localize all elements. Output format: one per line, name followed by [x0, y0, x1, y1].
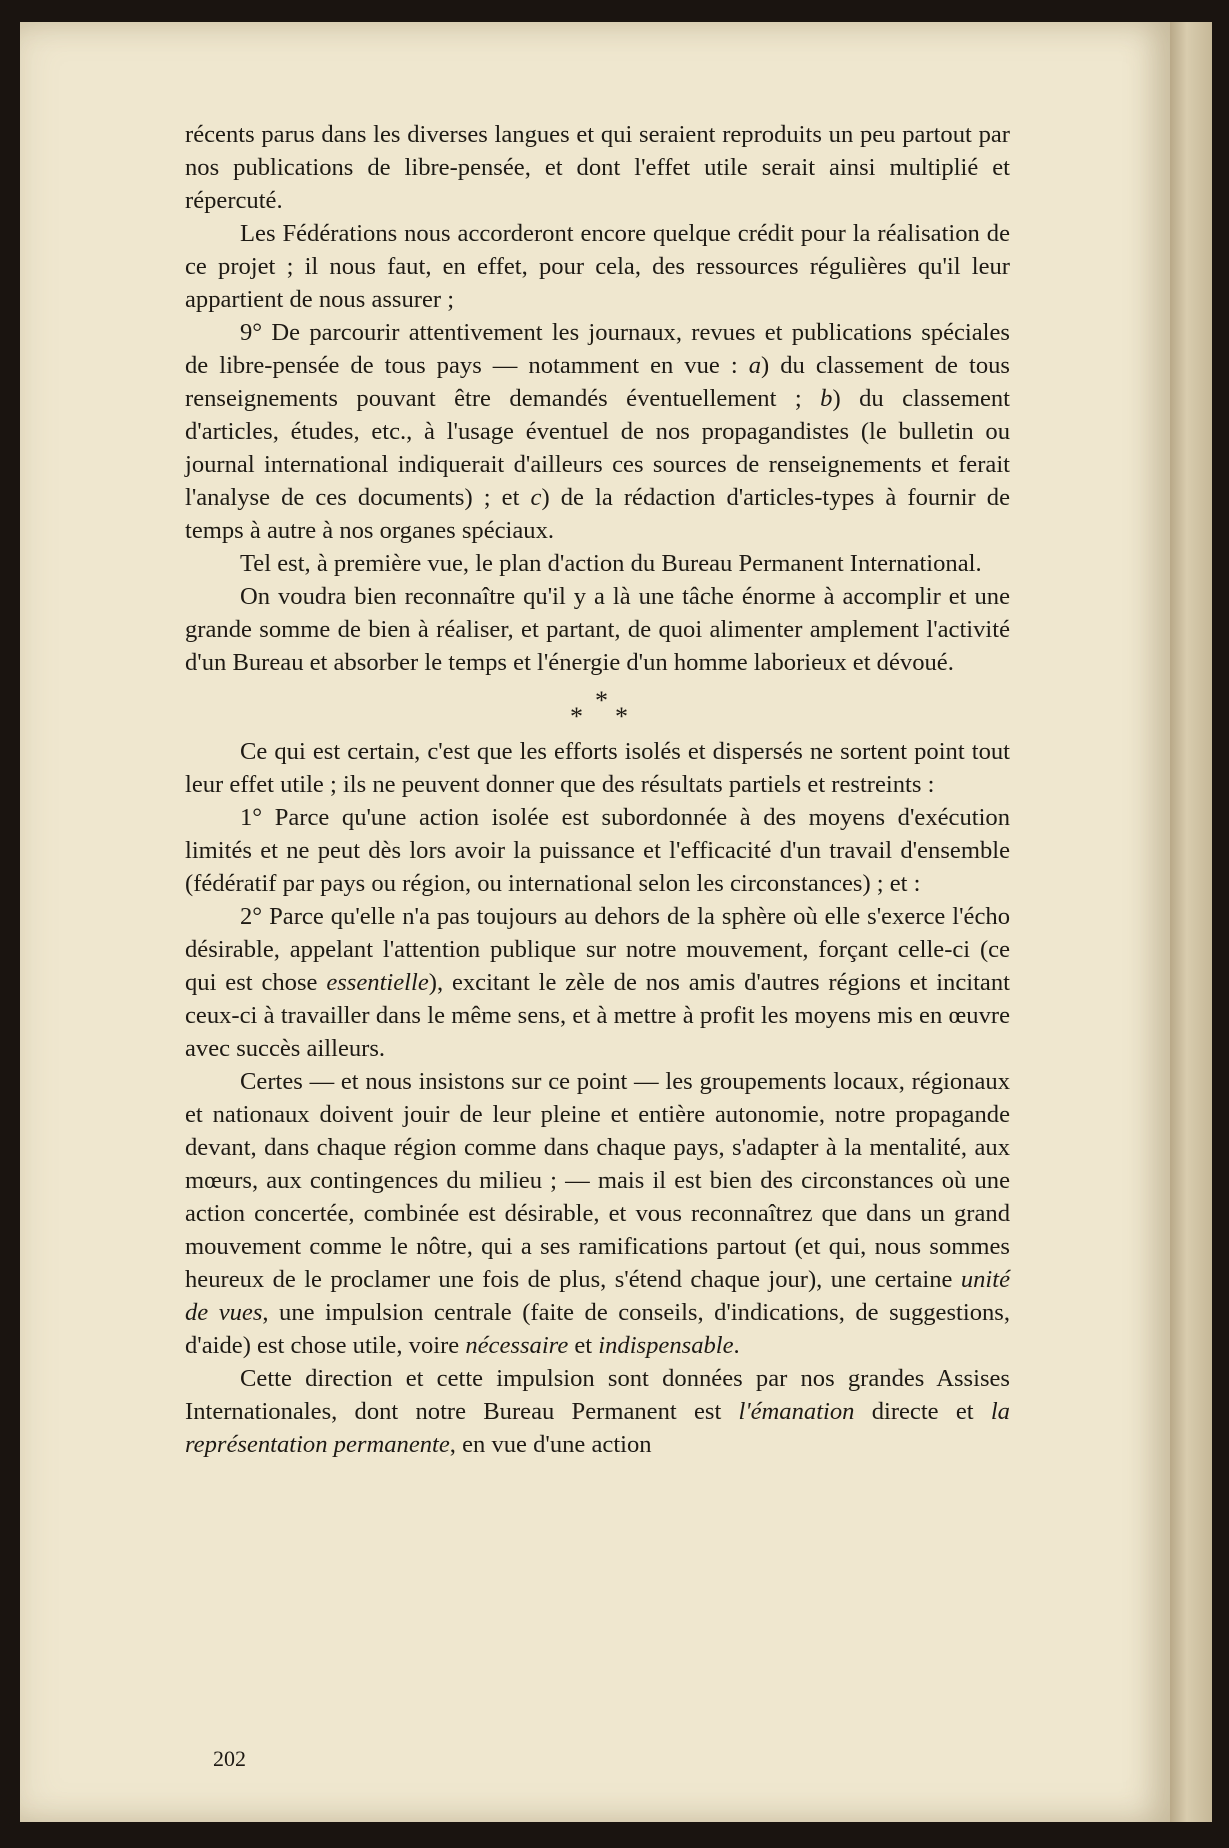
- paragraph-8-part-a: 2° Parce qu'elle n'a pas toujours au dehors de la sphère où elle s'exerce l'écho désirable, appelant l'attention publique sur notre mouvement, forçant celle-ci (ce qui est chose: [185, 903, 1010, 996]
- page-number: 202: [213, 1746, 246, 1771]
- emphasis-essentielle: essentielle: [326, 969, 429, 996]
- body-text: [185, 118, 1010, 1461]
- paragraph-2: Les Fédérations nous accorderont encore quelque crédit pour la réalisation de ce projet ; il nous faut, en effet, pour cela, des ressources régulières qu'il leur appartient de nous assurer ;: [185, 220, 1010, 313]
- paragraph-3-part-c: ) du classement d'articles, études, etc., à l'usage éventuel de nos propagandistes (le bulletin ou journal international indiquerait d'ailleurs ces sources de renseignements et ferait l'analyse de ces documents) ; et: [185, 385, 1011, 511]
- section-separator: [185, 683, 1010, 735]
- separator-star-left: *: [570, 702, 583, 731]
- paragraph-1: récents parus dans les diverses langues et qui seraient reproduits un peu partout par nos publications de libre-pensée, et dont l'effet utile serait ainsi multiplié et répercuté.: [185, 121, 1010, 214]
- paragraph-7: 1° Parce qu'une action isolée est subordonnée à des moyens d'exécution limités et ne peut dès lors avoir la puissance et l'efficacité d'un travail d'ensemble (fédératif par pays ou région, ou international selon les circonstances) ; et :: [185, 804, 1010, 897]
- paragraph-9: [185, 1065, 1010, 1362]
- emphasis-indispensable: indispensable: [598, 1332, 734, 1359]
- paragraph-3-part-a: 9° De parcourir attentivement les journaux, revues et publications spéciales de libre-pensée de tous pays — notamment en vue :: [185, 319, 1010, 379]
- paragraph-10-part-a: Cette direction et cette impulsion sont données par nos grandes Assises Internationales, dont notre Bureau Permanent est: [185, 1365, 1010, 1425]
- paragraph-9-part-a: Certes — et nous insistons sur ce point — les groupements locaux, régionaux et nationaux doivent jouir de leur pleine et entière autonomie, notre propagande devant, dans chaque région comme dans chaque pays, s'adapter à la mentalité, aux mœurs, aux contingences du milieu ; — mais il est bien des circonstances où une action concertée, combinée est désirable, et vous reconnaîtrez que dans un grand mouvement comme le nôtre, qui a ses ramifications partout (et qui, nous sommes heureux de le proclamer une fois de plus, s'étend chaque jour), une certaine: [185, 1068, 1010, 1293]
- separator-star-top: *: [595, 686, 608, 715]
- paragraph-6: Ce qui est certain, c'est que les efforts isolés et dispersés ne sortent point tout leur effet utile ; ils ne peuvent donner que des résultats partiels et restreints :: [185, 738, 1010, 798]
- list-label-a: a: [748, 352, 761, 379]
- emphasis-representation-permanente: la représentation permanente: [185, 1398, 1010, 1458]
- paragraph-5: On voudra bien reconnaître qu'il y a là une tâche énorme à accomplir et une grande somme de bien à réaliser, et partant, de quoi alimenter amplement l'activité d'un Bureau et absorber le temps et l'énergie d'un homme laborieux et dévoué.: [185, 583, 1010, 676]
- paragraph-10-part-b: directe et: [854, 1398, 991, 1425]
- emphasis-unite-de-vues: unité de vues: [185, 1266, 1010, 1326]
- paragraph-3: [185, 316, 1010, 547]
- paragraph-9-part-d: .: [733, 1332, 740, 1359]
- paragraph-8: [185, 900, 1010, 1065]
- page-edge: [1170, 22, 1212, 1822]
- paragraph-9-part-c: et: [568, 1332, 599, 1359]
- paragraph-3-part-b: ) du classement de tous renseignements pouvant être demandés éventuellement ;: [185, 352, 1010, 412]
- paragraph-10-part-c: , en vue d'une action: [449, 1431, 652, 1458]
- emphasis-necessaire: nécessaire: [465, 1332, 569, 1359]
- paragraph-9-part-b: , une impulsion centrale (faite de conseils, d'indications, de suggestions, d'aide) est chose utile, voire: [185, 1299, 1011, 1359]
- paragraph-3-part-d: ) de la rédaction d'articles-types à fournir de temps à autre à nos organes spéciaux.: [185, 484, 1010, 544]
- paragraph-10: [185, 1362, 1010, 1461]
- list-label-c: c: [530, 484, 542, 511]
- paragraph-4: Tel est, à première vue, le plan d'action du Bureau Permanent International.: [240, 550, 982, 577]
- emphasis-emanation: l'émanation: [738, 1398, 855, 1425]
- separator-star-right: *: [615, 702, 628, 731]
- list-label-b: b: [820, 385, 833, 412]
- paragraph-8-part-b: ), excitant le zèle de nos amis d'autres régions et incitant ceux-ci à travailler dans le même sens, et à mettre à profit les moyens mis en œuvre avec succès ailleurs.: [185, 969, 1010, 1062]
